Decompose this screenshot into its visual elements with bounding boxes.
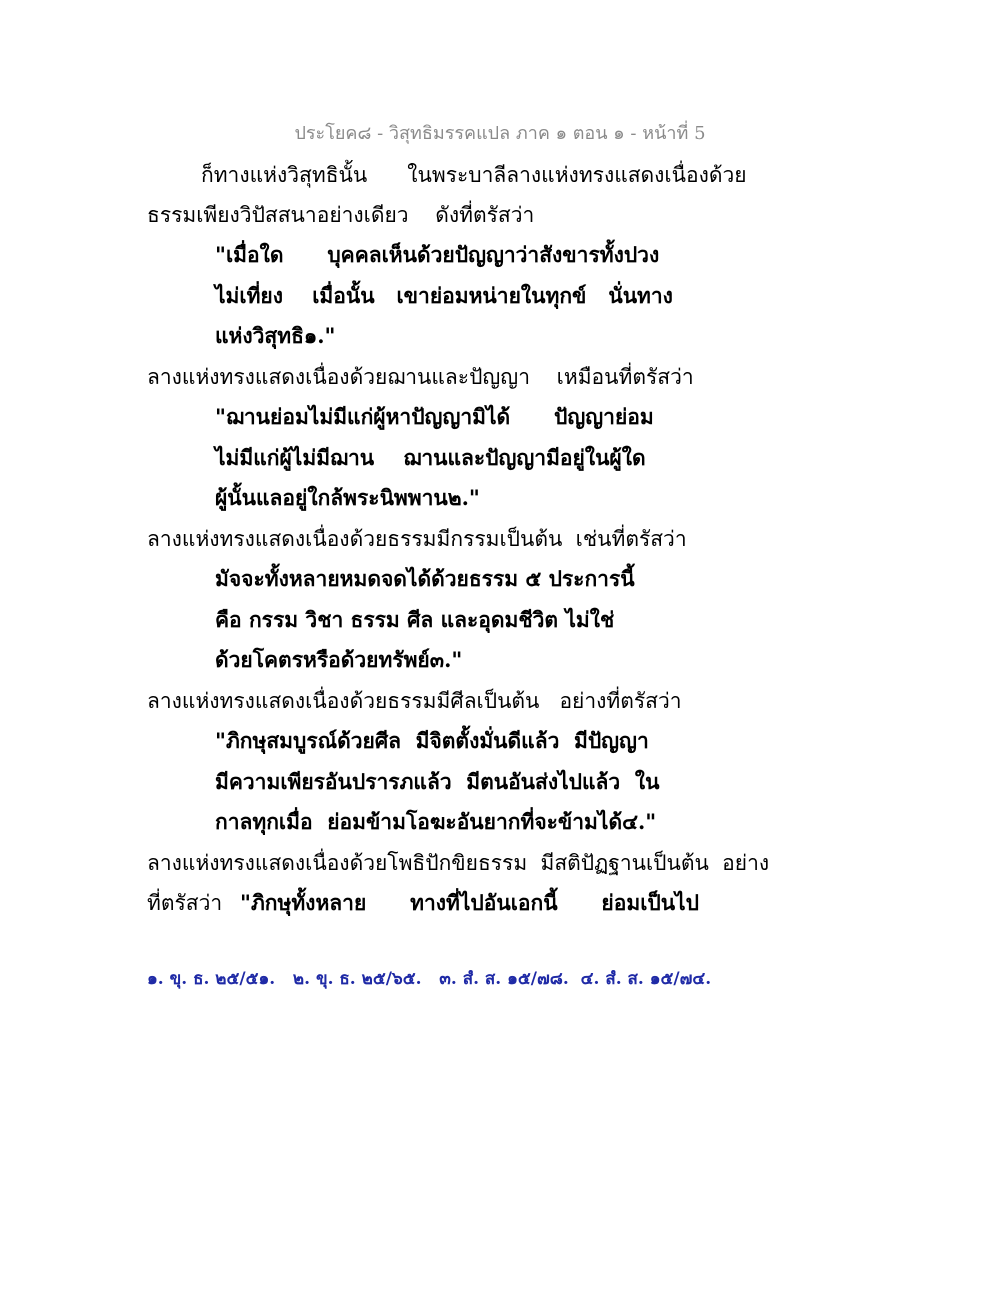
quote-line-12: กาลทุกเมื่อ ย่อมข้ามโอฆะอันยากที่จะข้ามได้๔." [215, 809, 657, 834]
quote-line-3: แห่งวิสุทธิ๑." [215, 323, 336, 348]
body-line-6: ลางแห่งทรงแสดงเนื่องด้วยโพธิปักขิยธรรม มีสติปัฏฐานเป็นต้น อย่าง [147, 851, 770, 875]
quote-line-2: ไม่เที่ยง เมื่อนั้น เขาย่อมหน่ายในทุกข์ นั่นทาง [215, 283, 673, 308]
quote-line-10: "ภิกษุสมบูรณ์ด้วยศีล มีจิตตั้งมั่นดีแล้ว มีปัญญา [215, 728, 649, 753]
quote-line-11: มีความเพียรอันปรารภแล้ว มีตนอันส่งไปแล้ว ใน [215, 769, 660, 794]
quote-line-4: "ฌานย่อมไม่มีแก่ผู้หาปัญญามิได้ ปัญญาย่อม [215, 404, 654, 429]
quote-line-6: ผู้นั้นแลอยู่ใกล้พระนิพพาน๒." [215, 485, 480, 510]
quote-line-5: ไม่มีแก่ผู้ไม่มีฌาน ฌานและปัญญามีอยู่ในผู้ใด [215, 445, 646, 470]
body-line-4: ลางแห่งทรงแสดงเนื่องด้วยธรรมมีกรรมเป็นต้น เช่นที่ตรัสว่า [147, 527, 687, 551]
body-line-2: ธรรมเพียงวิปัสสนาอย่างเดียว ดังที่ตรัสว่า [147, 203, 535, 227]
page-header: ประโยค๘ - วิสุทธิมรรคแปล ภาค ๑ ตอน ๑ - หน้าที่ 5 [294, 123, 706, 144]
body-line-7: ที่ตรัสว่า [147, 891, 223, 915]
quote-line-1: "เมื่อใด บุคคลเห็นด้วยปัญญาว่าสังขารทั้งปวง [215, 242, 660, 267]
body-line-5: ลางแห่งทรงแสดงเนื่องด้วยธรรมมีศีลเป็นต้น อย่างที่ตรัสว่า [147, 689, 682, 713]
quote-line-9: ด้วยโคตรหรือด้วยทรัพย์๓." [215, 647, 463, 672]
quote-line-8: คือ กรรม วิชา ธรรม ศีล และอุดมชีวิต ไม่ใช่ [215, 607, 615, 632]
quote-line-7: มัจจะทั้งหลายหมดจดได้ด้วยธรรม ๕ ประการนี้ [215, 566, 635, 591]
quote-line-13: "ภิกษุทั้งหลาย ทางที่ไปอันเอกนี้ ย่อมเป็นไป [240, 890, 699, 915]
body-line-1: ก็ทางแห่งวิสุทธินั้น ในพระบาลีลางแห่งทรงแสดงเนื่องด้วย [201, 163, 747, 187]
body-line-3: ลางแห่งทรงแสดงเนื่องด้วยฌานและปัญญา เหมือนที่ตรัสว่า [147, 365, 694, 389]
footnotes: ๑. ขุ. ธ. ๒๕/๕๑. ๒. ขุ. ธ. ๒๕/๖๕. ๓. สํ. ส. ๑๕/๗๘. ๔. สํ. ส. ๑๕/๗๔. [147, 969, 712, 989]
